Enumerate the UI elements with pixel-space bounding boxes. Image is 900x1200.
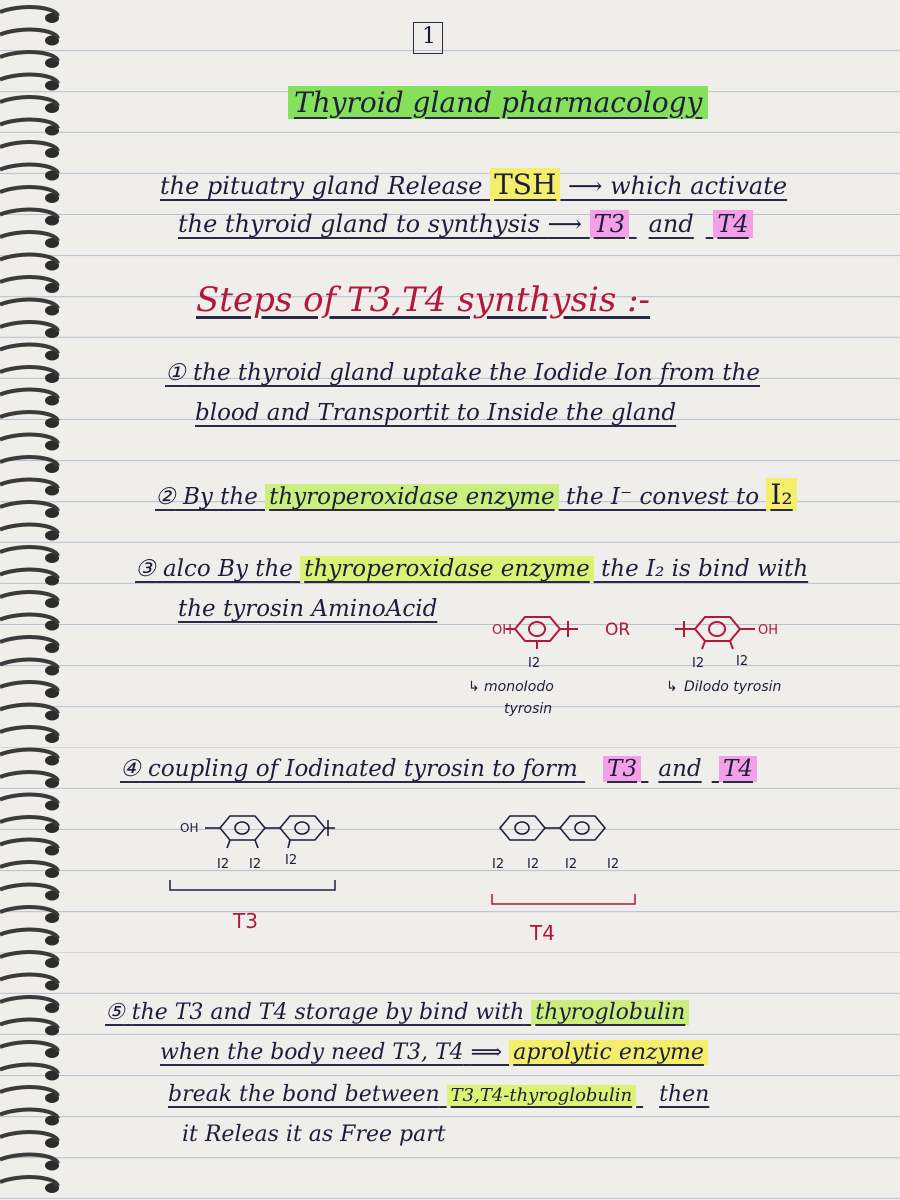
di-oh-label: OH: [758, 623, 779, 638]
arrow-icon: ↳: [666, 679, 678, 695]
tyrosine-structures: [468, 605, 880, 730]
i2-label: I₂: [766, 478, 796, 511]
page-title-text: Thyroid gland pharmacology: [288, 86, 708, 119]
t3-bracket: [170, 880, 335, 890]
step-4-number: ④: [120, 756, 141, 782]
mono-caption-1: monoIodo: [484, 679, 554, 695]
diiodotyrosine-ring: [675, 617, 755, 649]
intro-text-1a: the pituatry gland Release: [160, 172, 483, 200]
step-5-line-3: [168, 1082, 709, 1107]
step-4-line: [120, 756, 757, 782]
step-4-and: and: [658, 756, 702, 782]
page-number-box: [413, 22, 443, 54]
t3-label: T3: [233, 909, 258, 933]
steps-heading: Steps of T3,T4 synthysis :-: [196, 280, 651, 320]
page-title: [288, 86, 708, 119]
aprolytic-enzyme-label: aprolytic enzyme: [509, 1040, 708, 1065]
step-2-enzyme: thyroperoxidase enzyme: [265, 484, 559, 510]
step-1-text-2: blood and Transportit to Inside the gland: [195, 400, 677, 426]
step-5-line-4: [182, 1122, 446, 1147]
di-caption: DiIodo tyrosin: [684, 679, 782, 695]
t4-label: T4: [530, 921, 555, 945]
step-5-text-4: it Releas it as Free part: [182, 1122, 446, 1147]
step-3-enzyme: thyroperoxidase enzyme: [300, 556, 594, 582]
step-3-line-2: [178, 596, 437, 622]
t3-label: T3: [590, 210, 629, 238]
t4-label: T4: [713, 210, 752, 238]
intro-text-2a: the thyroid gland to synthysis: [178, 210, 541, 238]
mono-caption-2: tyrosin: [504, 701, 553, 717]
step-3-text-b: the I₂ is bind with: [601, 556, 809, 582]
step-5-text-3a: break the bond between: [168, 1082, 440, 1107]
arrow-icon: ↳: [468, 679, 480, 695]
t3-structure: [205, 816, 335, 848]
step-5-text-3b: then: [659, 1082, 710, 1107]
intro-text-1b: which activate: [610, 172, 788, 200]
arrow-icon: ⟶: [547, 210, 590, 238]
step-2-text-a: By the: [182, 484, 258, 510]
di-i2-label-a: I2: [692, 656, 705, 671]
t4-structure: [500, 816, 605, 840]
step-5-text-a: the T3 and T4 storage by bind with: [131, 1000, 525, 1025]
intro-line-1: [160, 168, 787, 201]
t4-i2-4: I2: [607, 857, 620, 872]
t3-i2-1: I2: [217, 857, 230, 872]
arrow-icon: ⟶: [568, 172, 611, 200]
step-3-line-1: [135, 556, 808, 582]
mono-oh-label: OH: [492, 623, 513, 638]
intro-line-2: [178, 210, 753, 238]
step-3-text-a: alco By the: [162, 556, 293, 582]
t3-i2-3: I2: [285, 853, 298, 868]
step-3-text-2: the tyrosin AminoAcid: [178, 596, 438, 622]
step-4-t3: T3: [603, 756, 641, 782]
step-5-number: ⑤: [105, 1000, 125, 1025]
step-2-text-b: the I⁻ convest to: [565, 484, 760, 510]
step-2-number: ②: [155, 484, 176, 510]
or-label: OR: [605, 620, 631, 640]
double-arrow-icon: ⟹: [470, 1040, 510, 1065]
page-number: 1: [422, 24, 436, 49]
t4-i2-3: I2: [565, 857, 578, 872]
step-3-number: ③: [135, 556, 156, 582]
step-1-text-1: the thyroid gland uptake the Iodide Ion from the: [192, 360, 761, 386]
and-text: and: [648, 210, 694, 238]
monoiodotyrosine-ring: [506, 617, 578, 649]
t3-oh-label: OH: [180, 821, 199, 835]
step-5-text-2a: when the body need T3, T4: [160, 1040, 464, 1065]
t3-t4-thyroglobulin-label: T3,T4-thyroglobulin: [447, 1085, 637, 1106]
step-4-t4: T4: [719, 756, 757, 782]
step-5-line-2: [160, 1040, 708, 1065]
step-4-text-a: coupling of Iodinated tyrosin to form: [147, 756, 578, 782]
di-i2-label-b: I2: [736, 654, 749, 669]
step-1-number: ①: [165, 360, 186, 386]
coupling-structures: [155, 808, 675, 948]
mono-i2-label: I2: [528, 656, 541, 671]
t4-i2-1: I2: [492, 857, 505, 872]
spiral-binding: [0, 0, 70, 1200]
tsh-label: TSH: [490, 168, 560, 201]
t4-i2-2: I2: [527, 857, 540, 872]
step-1-line-2: [195, 400, 676, 426]
step-2-line: [155, 478, 797, 511]
t4-bracket: [492, 894, 635, 904]
step-5-line-1: [105, 1000, 689, 1025]
t3-i2-2: I2: [249, 857, 262, 872]
thyroglobulin-label: thyroglobulin: [531, 1000, 689, 1025]
step-1-line-1: [165, 360, 760, 386]
